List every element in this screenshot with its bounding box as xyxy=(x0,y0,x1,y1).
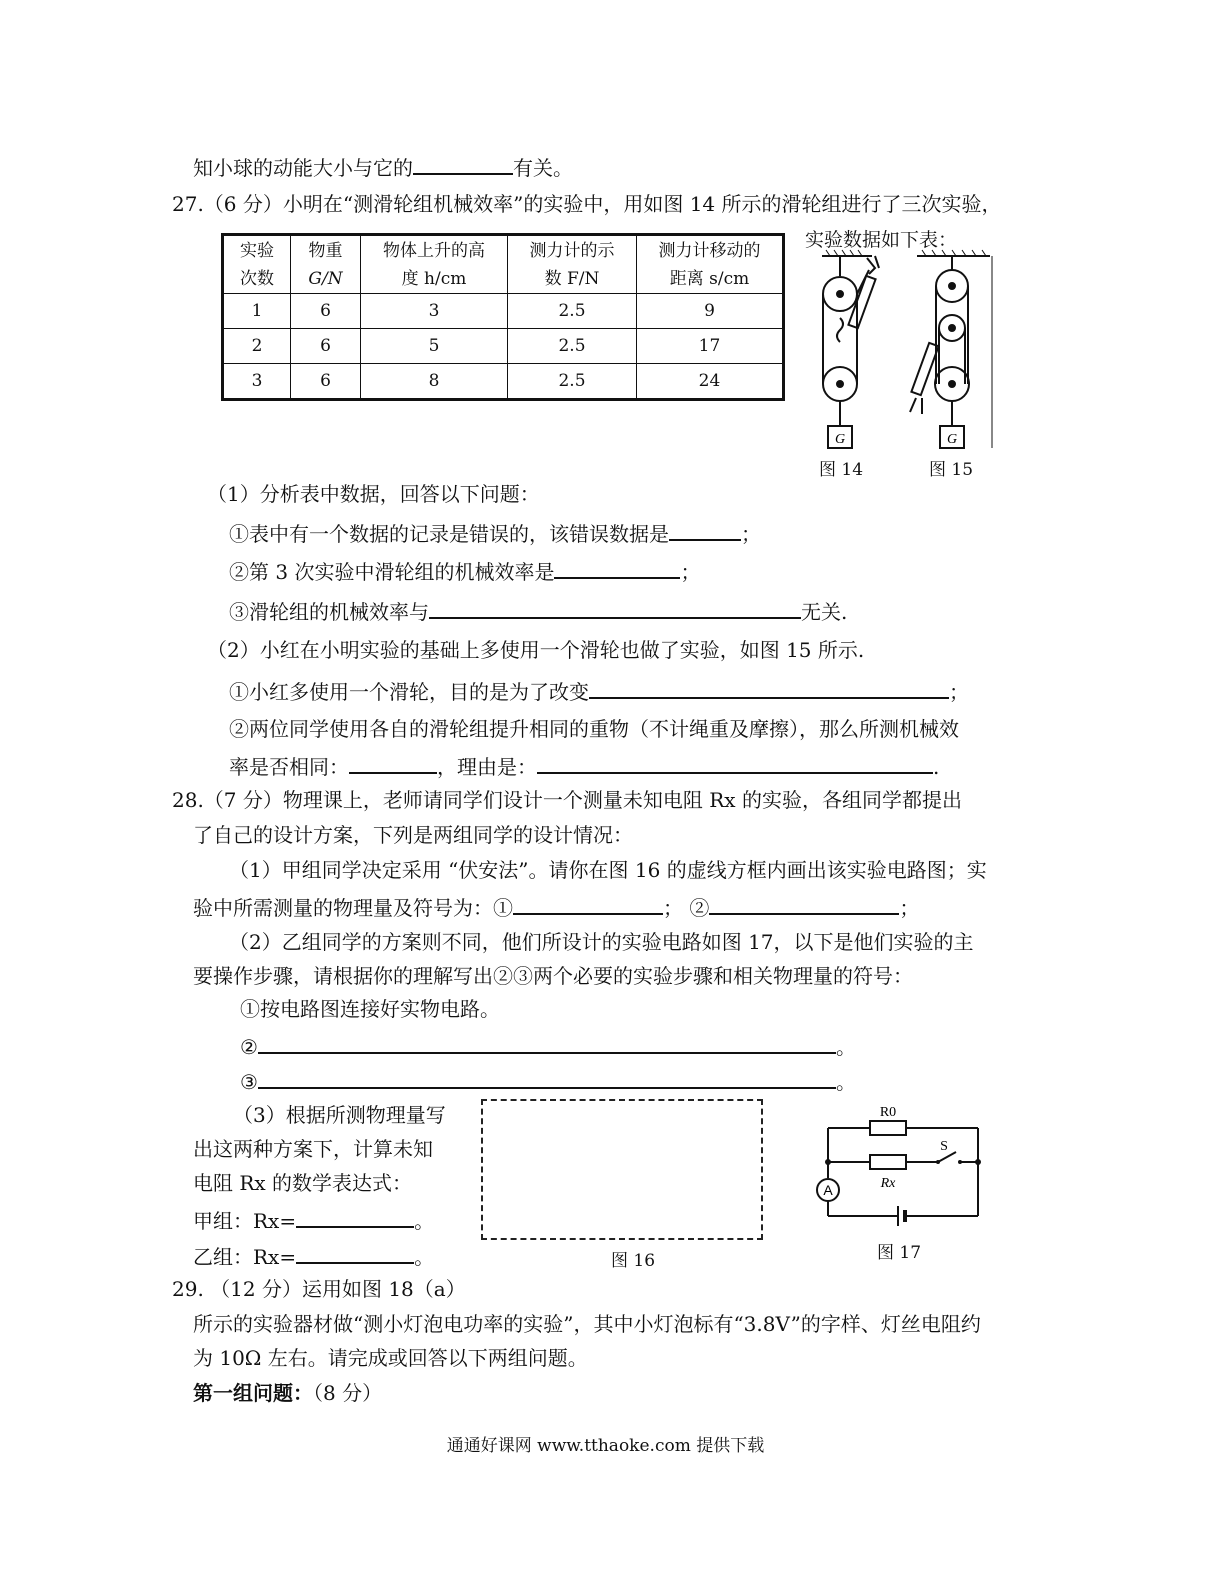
q28-p2b: 要操作步骤，请根据你的理解写出②③两个必要的实验步骤和相关物理量的符号： xyxy=(193,964,913,988)
q27-p2a: ①小红多使用一个滑轮，目的是为了改变 ； xyxy=(229,677,969,705)
q28-jia: 甲组：Rx= 。 xyxy=(193,1206,434,1234)
q27-p1b: ②第 3 次实验中滑轮组的机械效率是 ； xyxy=(229,557,700,585)
switch-label: S xyxy=(940,1139,948,1154)
answer-blank[interactable] xyxy=(589,677,949,699)
table-row: 3 6 8 2.5 24 xyxy=(223,364,784,400)
header-cell: 测力计的示 数 F/N xyxy=(508,235,637,294)
r0-label: R0 xyxy=(879,1105,897,1120)
q28-p2: （2）乙组同学的方案则不同，他们所设计的实验电路如图 17，以下是他们实验的主 xyxy=(229,930,974,954)
q28-yi: 乙组：Rx= 。 xyxy=(193,1242,434,1270)
answer-blank[interactable] xyxy=(429,597,801,619)
answer-blank[interactable] xyxy=(669,519,741,541)
fig15-caption: 图 15 xyxy=(929,460,974,480)
fig17-caption: 图 17 xyxy=(877,1243,922,1263)
answer-blank[interactable] xyxy=(349,752,437,774)
q29-line2: 所示的实验器材做“测小灯泡电功率的实验”，其中小灯泡标有“3.8V”的字样、灯丝电阻约 xyxy=(193,1312,981,1336)
q28-step3: ③ 。 xyxy=(240,1067,856,1095)
circuit-drawing-box[interactable] xyxy=(481,1099,763,1240)
answer-blank[interactable] xyxy=(513,893,663,915)
q27-p2b: ②两位同学使用各自的滑轮组提升相同的重物（不计绳重及摩擦），那么所测机械效 xyxy=(229,717,959,741)
fig14-caption: 图 14 xyxy=(819,460,864,480)
q27-p1: （1）分析表中数据，回答以下问题： xyxy=(207,482,540,506)
circuit-fig17 xyxy=(810,1096,995,1226)
q29-line3: 为 10Ω 左右。请完成或回答以下两组问题。 xyxy=(193,1346,588,1370)
q28-p3b: 出这两种方案下，计算未知 xyxy=(193,1137,433,1161)
header-cell: 实验 次数 xyxy=(223,235,291,294)
answer-blank[interactable] xyxy=(554,557,680,579)
q28-step1: ①按电路图连接好实物电路。 xyxy=(240,997,500,1021)
header-cell: 物重 G/N xyxy=(291,235,361,294)
q26-tail-line: 知小球的动能大小与它的 有关。 xyxy=(193,153,573,181)
ammeter-label: A xyxy=(823,1182,833,1198)
header-cell: 物体上升的高 度 h/cm xyxy=(361,235,508,294)
header-cell: 测力计移动的 距离 s/cm xyxy=(637,235,784,294)
answer-blank[interactable] xyxy=(258,1032,836,1054)
q27-intro-2: 实验数据如下表： xyxy=(805,229,958,251)
rx-label: Rx xyxy=(880,1176,896,1191)
q27-intro: 27.（6 分）小明在“测滑轮组机械效率”的实验中，用如图 14 所示的滑轮组进行了三次实验， xyxy=(172,192,1002,216)
q27-p1a: ①表中有一个数据的记录是错误的，该错误数据是 ； xyxy=(229,519,761,547)
q27-p2: （2）小红在小明实验的基础上多使用一个滑轮也做了实验，如图 15 所示. xyxy=(207,638,865,662)
q28-p1b: 验中所需测量的物理量及符号为：① ； ② ； xyxy=(193,893,919,921)
q29-intro: 29. （12 分）运用如图 18（a） xyxy=(172,1277,466,1301)
q28-intro: 28.（7 分）物理课上，老师请同学们设计一个测量未知电阻 Rx 的实验，各组同学都提出 xyxy=(172,788,962,812)
table-row: 1 6 3 2.5 9 xyxy=(223,294,784,329)
q29-group: 第一组问题：（8 分） xyxy=(193,1381,383,1405)
answer-blank[interactable] xyxy=(296,1242,414,1264)
q28-step2: ② 。 xyxy=(240,1032,856,1060)
table-row: 2 6 5 2.5 17 xyxy=(223,329,784,364)
answer-blank[interactable] xyxy=(258,1067,836,1089)
weight-label: G xyxy=(946,432,958,447)
q28-p3a: （3）根据所测物理量写 xyxy=(233,1103,446,1127)
pulley-figures xyxy=(812,248,1002,453)
q28-p3c: 电阻 Rx 的数学表达式： xyxy=(193,1171,413,1195)
experiment-table xyxy=(221,233,785,401)
q28-intro-2: 了自己的设计方案，下列是两组同学的设计情况： xyxy=(193,823,633,847)
weight-label: G xyxy=(834,432,846,447)
answer-blank[interactable] xyxy=(296,1206,414,1228)
fig16-caption: 图 16 xyxy=(611,1251,656,1271)
answer-blank[interactable] xyxy=(709,893,899,915)
q27-p2b2: 率是否相同： ，理由是： . xyxy=(229,752,939,780)
footer: 通通好课网 www.tthaoke.com 提供下载 xyxy=(446,1436,765,1456)
answer-blank[interactable] xyxy=(537,752,933,774)
answer-blank[interactable] xyxy=(413,153,513,175)
q27-p1c: ③滑轮组的机械效率与 无关. xyxy=(229,597,847,625)
q28-p1: （1）甲组同学决定采用 “伏安法”。请你在图 16 的虚线方框内画出该实验电路图；实 xyxy=(229,858,987,882)
